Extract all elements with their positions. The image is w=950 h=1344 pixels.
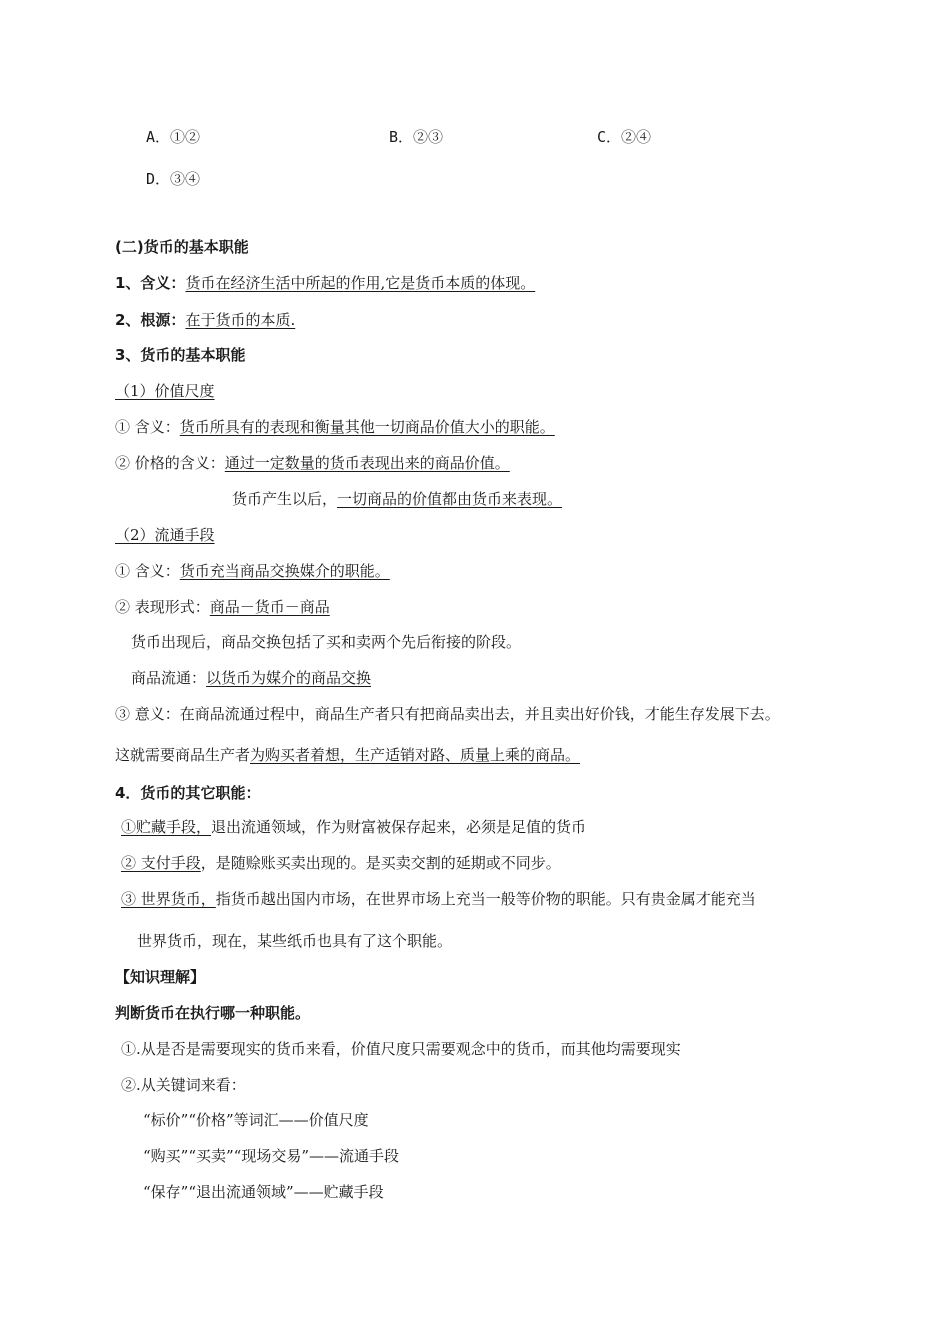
sub1-title: （1）价值尺度 bbox=[115, 382, 215, 400]
sub2-definition-label: ① 含义： bbox=[115, 562, 180, 580]
item-1-label: 1、含义： bbox=[115, 274, 186, 292]
sub2-circulation bbox=[131, 668, 371, 688]
other-function-3-label: ③ 世界货币， bbox=[121, 890, 216, 908]
item-2-text: 在于货币的本质. bbox=[185, 311, 296, 329]
other-function-2 bbox=[121, 853, 561, 873]
other-function-1-label: ①贮藏手段， bbox=[121, 818, 212, 836]
other-function-3-text: 指货币越出国内市场，在世界市场上充当一般等价物的职能。只有贵金属才能充当 bbox=[215, 890, 756, 908]
other-function-2-text: ，是随赊账买卖出现的。是买卖交割的延期或不同步。 bbox=[200, 854, 561, 872]
sub2-circulation-label: 商品流通： bbox=[131, 669, 207, 687]
sub1-definition-label: ① 含义： bbox=[115, 418, 180, 436]
sub2-meaning-continued-text: 为购买者着想，生产适销对路、质量上乘的商品。 bbox=[250, 746, 581, 764]
item-2 bbox=[115, 310, 295, 330]
option-b: B．②③ bbox=[389, 128, 444, 146]
other-function-3 bbox=[121, 889, 756, 909]
item-2-label: 2、根源： bbox=[115, 311, 186, 329]
option-c: C．②④ bbox=[597, 128, 652, 146]
sub2-form-text: 商品－货币－商品 bbox=[209, 598, 330, 616]
sub2-definition-text: 货币充当商品交换媒介的职能。 bbox=[179, 562, 390, 580]
sub1-price-text: 通过一定数量的货币表现出来的商品价值。 bbox=[224, 454, 510, 472]
sub2-definition bbox=[115, 561, 390, 581]
sub2-title: （2）流通手段 bbox=[115, 526, 215, 544]
other-function-1-text: 退出流通领域，作为财富被保存起来，必须是足值的货币 bbox=[211, 818, 587, 836]
sub1-definition bbox=[115, 417, 555, 437]
item-1-text: 货币在经济生活中所起的作用,它是货币本质的体现。 bbox=[185, 274, 536, 292]
keyword-line-1: “标价”“价格”等词汇——价值尺度 bbox=[143, 1111, 369, 1129]
knowledge-point-1: ①.从是否是需要现实的货币来看，价值尺度只需要观念中的货币，而其他均需要现实 bbox=[121, 1040, 681, 1058]
knowledge-point-2: ②.从关键词来看： bbox=[121, 1076, 246, 1094]
sub2-meaning-continued-label: 这就需要商品生产者 bbox=[115, 746, 251, 764]
sub2-meaning: ③ 意义：在商品流通过程中，商品生产者只有把商品卖出去，并且卖出好价钱，才能生存发展下去。 bbox=[115, 705, 780, 723]
sub1-price bbox=[115, 453, 510, 473]
sub1-after bbox=[232, 489, 562, 509]
other-function-3-continued: 世界货币，现在，某些纸币也具有了这个职能。 bbox=[137, 932, 453, 950]
option-a: A．①② bbox=[146, 128, 201, 146]
knowledge-heading: 【知识理解】 bbox=[115, 968, 206, 986]
other-function-1 bbox=[121, 817, 586, 837]
sub2-note: 货币出现后，商品交换包括了买和卖两个先后衔接的阶段。 bbox=[131, 633, 522, 651]
option-d: D．③④ bbox=[146, 170, 201, 188]
item-3-heading: 3、货币的基本职能 bbox=[115, 346, 246, 364]
item-4-heading: 4．货币的其它职能： bbox=[115, 784, 261, 802]
sub2-form-label: ② 表现形式： bbox=[115, 598, 210, 616]
item-1 bbox=[115, 273, 535, 293]
sub1-price-label: ② 价格的含义： bbox=[115, 454, 225, 472]
sub1-after-label: 货币产生以后， bbox=[232, 490, 338, 508]
sub1-after-text: 一切商品的价值都由货币来表现。 bbox=[337, 490, 563, 508]
sub2-circulation-text: 以货币为媒介的商品交换 bbox=[206, 669, 372, 687]
section-heading: (二)货币的基本职能 bbox=[115, 238, 249, 256]
sub1-definition-text: 货币所具有的表现和衡量其他一切商品价值大小的职能。 bbox=[179, 418, 555, 436]
keyword-line-3: “保存”“退出流通领域”——贮藏手段 bbox=[143, 1183, 384, 1201]
sub2-meaning-continued bbox=[115, 745, 580, 765]
keyword-line-2: “购买”“买卖”“现场交易”——流通手段 bbox=[143, 1147, 400, 1165]
sub2-form bbox=[115, 597, 330, 617]
knowledge-subheading: 判断货币在执行哪一种职能。 bbox=[115, 1004, 311, 1022]
other-function-2-label: ② 支付手段 bbox=[121, 854, 201, 872]
